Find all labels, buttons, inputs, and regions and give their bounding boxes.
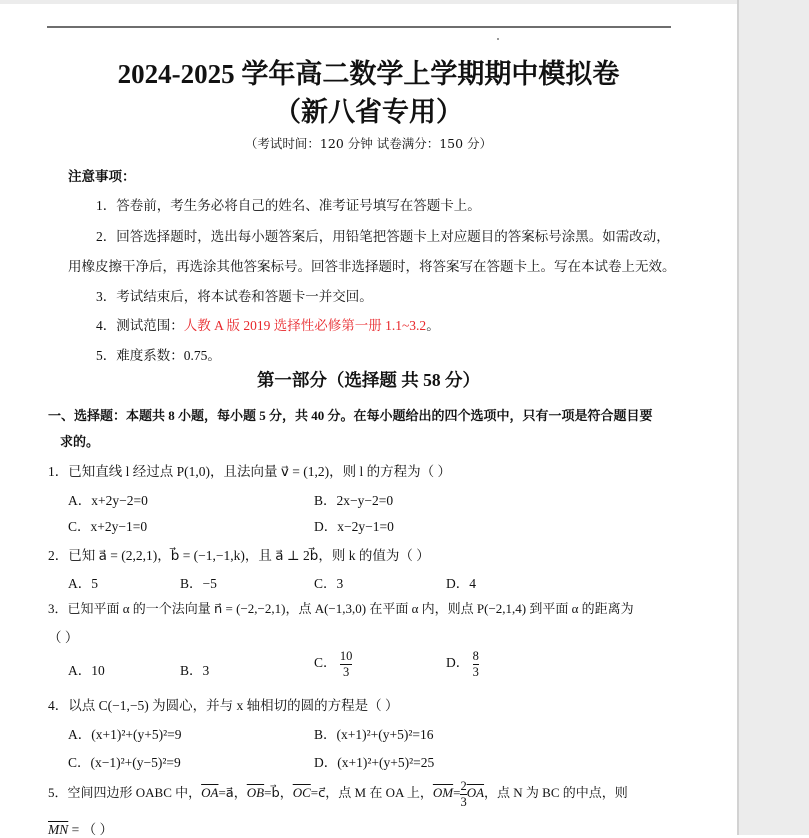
question-2-option-c: C．3 [314,576,344,591]
question-3-option-d [446,650,479,678]
header-rule [47,26,671,28]
question-4-option-b: B．(x+1)²+(y+5)²=16 [314,727,434,742]
notes-heading: 注意事项： [68,169,136,184]
question-1-stem: 1．已知直线 l 经过点 P(1,0)，且法向量 v⃗ = (1,2)，则 l 的方程为（ ） [48,464,451,479]
question-3-option-a: A．10 [68,663,105,678]
note-item-2: 2．回答选择题时，选出每小题答案后，用铅笔把答题卡上对应题目的答案标号涂黑。如需改动， [96,229,670,244]
scope-label: 4．测试范围： [96,318,184,333]
stem-text: 5．空间四边形 OABC 中， [48,784,202,800]
vector-oa: $\overline{OA}$ [201,784,219,800]
vector-oa: $\overline{OA}$ [466,784,485,800]
scope-suffix: 。 [426,318,440,333]
question-4-option-c: C．(x−1)²+(y−5)²=9 [68,755,181,770]
question-3-stem: 3．已知平面 α 的一个法向量 n⃗ = (−2,−2,1)，点 A(−1,3,0) 在平面 α 内，则点 P(−2,1,4) 到平面 α 的距离为 [48,601,634,616]
fraction-denominator: 3 [460,794,467,809]
option-d-fraction [473,650,479,678]
question-4-option-d: D．(x+1)²+(y+5)²=25 [314,755,435,770]
stem-text: =c⃗，点 M 在 OA 上， [310,784,433,800]
note-item-1: 1．答卷前，考生务必将自己的姓名、准考证号填写在答题卡上。 [96,198,481,213]
section-title: 第一部分（选择题 共 58 分） [256,370,481,390]
question-1-option-b: B．2x−y−2=0 [314,493,394,508]
question-3-option-b: B．3 [180,663,210,678]
exam-time-score: （考试时间：120 分钟 试卷满分：150 分） [244,136,493,151]
question-1-option-c: C．x+2y−1=0 [68,519,148,534]
stem-text: =a⃗， [218,784,247,800]
question-5-stem [48,780,628,808]
exam-subtitle-region: （新八省专用） [274,97,463,127]
viewer-side-panel[interactable] [737,0,809,835]
stray-mark [497,38,499,40]
vector-oc: $\overline{OC}$ [292,784,311,800]
question-1-option-a: A．x+2y−2=0 [68,493,148,508]
exam-title: 2024-2025 学年高二数学上学期期中模拟卷 [117,59,620,89]
fraction-numerator: 2 [460,779,467,793]
note-item-2-cont: 用橡皮擦干净后，再选涂其他答案标号。回答非选择题时，将答案写在答题卡上。写在本试卷上无效。 [68,259,676,274]
vector-om: $\overline{OM}$ [432,784,454,800]
question-3-stem-cont: （ ） [48,630,79,645]
note-item-3: 3．考试结束后，将本试卷和答题卡一并交回。 [96,289,373,304]
question-2-stem: 2．已知 a⃗ = (2,2,1)，b⃗ = (−1,−1,k)，且 a⃗ ⊥ 2b⃗，则 k 的值为（ ） [48,548,430,563]
vector-ob: $\overline{OB}$ [246,784,265,800]
question-3-option-c [314,650,352,678]
stem-text: =b⃗， [264,784,293,800]
scope-value: 人教 A 版 2019 选择性必修第一册 1.1~3.2 [183,318,427,333]
vector-mn: $\overline{MN}$ [48,822,69,837]
option-c-fraction [340,650,353,678]
question-5-stem-cont [48,818,113,838]
option-d-label: D． [446,655,470,671]
question-4-stem: 4．以点 C(−1,−5) 为圆心，并与 x 轴相切的圆的方程是（ ） [48,698,399,713]
stem-text: ，点 N 为 BC 的中点，则 [484,784,628,800]
fraction-denominator: 3 [472,664,479,679]
section-instructions-cont: 求的。 [60,434,100,449]
note-item-5: 5．难度系数：0.75。 [96,348,221,363]
stem-text: = [453,784,461,800]
question-2-option-a: A．5 [68,576,98,591]
question-1-option-d: D．x−2y−1=0 [314,519,394,534]
question-2-option-d: D．4 [446,576,476,591]
stem-text: = （ ） [68,822,113,837]
question-2-option-b: B．−5 [180,576,217,591]
section-instructions: 一、选择题：本题共 8 小题，每小题 5 分，共 40 分。在每小题给出的四个选项中，只有一项是符合题目要 [48,408,653,423]
fraction-numerator: 8 [472,649,479,663]
fraction-denominator: 3 [343,664,350,679]
note-item-4 [96,314,440,334]
fraction-numerator: 10 [339,649,353,663]
option-c-label: C． [314,655,337,671]
question-4-option-a: A．(x+1)²+(y+5)²=9 [68,727,182,742]
